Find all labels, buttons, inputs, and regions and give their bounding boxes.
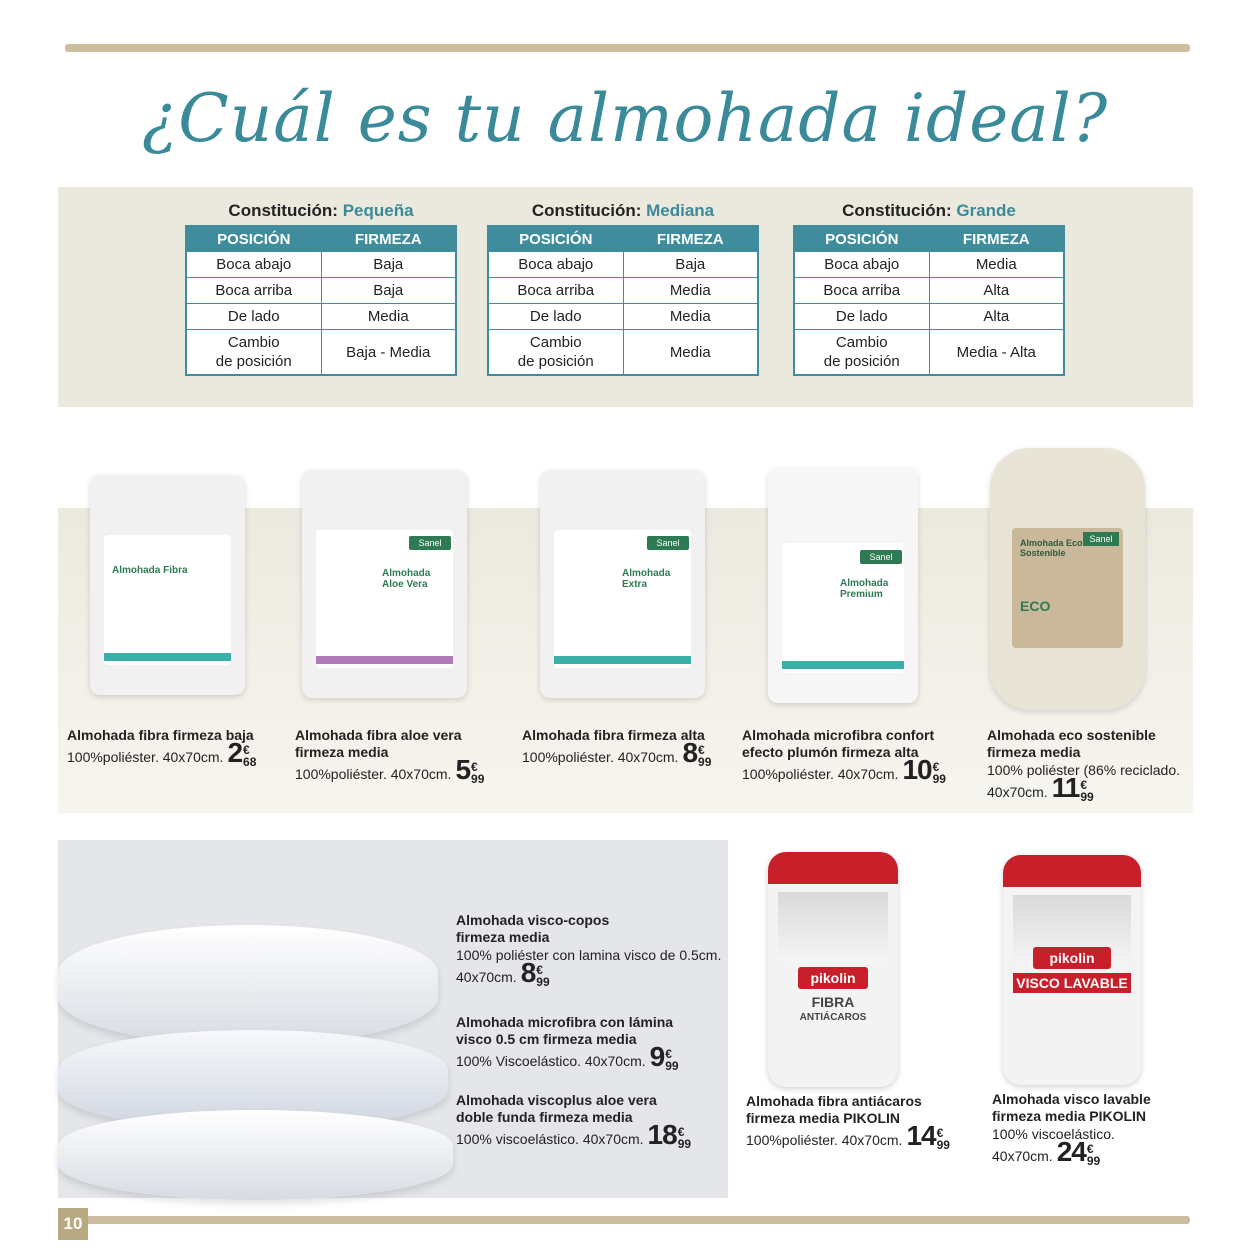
product-price: 24 € 99 (1056, 1136, 1101, 1168)
product-name: firmeza media (295, 744, 389, 760)
pikolin-logo: pikolin (1033, 947, 1111, 969)
column-header-position: POSICIÓN (187, 227, 322, 251)
page-number: 10 (58, 1208, 88, 1240)
column-header-firmness: FIRMEZA (930, 227, 1064, 251)
product-description: 100%poliéster. 40x70cm. (746, 1132, 903, 1148)
product-name: Almohada visco-copos (456, 912, 610, 928)
product-description: 100%poliéster. 40x70cm. (742, 766, 899, 782)
guide-table-small (185, 200, 457, 376)
product-description: 100%poliéster. 40x70cm. (295, 766, 452, 782)
product-name: Almohada fibra firmeza baja (67, 727, 254, 743)
product-image-microfibra-confort: Sanel Almohada Premium (768, 468, 918, 703)
product-price: 14 € 99 (906, 1120, 950, 1152)
product-description: 40x70cm. (987, 784, 1048, 800)
guide-table-medium (487, 200, 759, 376)
table-row: De lado Media (187, 303, 455, 329)
product-name: firmeza media PIKOLIN (992, 1108, 1147, 1124)
product-description: 100% viscoelástico. 40x70cm. (456, 1131, 644, 1147)
product-price: 18 € 99 (647, 1119, 692, 1151)
product-name: firmeza media (987, 744, 1081, 760)
table-row: Cambio de posición Media (489, 329, 757, 374)
product-description: 100%poliéster. 40x70cm. (522, 749, 679, 765)
table-heading: Constitución: Mediana (531, 201, 715, 220)
product-description: 40x70cm. (992, 1148, 1053, 1164)
table-row: Cambio de posición Baja - Media (187, 329, 455, 374)
product-image-fibra-alta: Sanel Almohada Extra (540, 470, 705, 698)
column-header-firmness: FIRMEZA (624, 227, 758, 251)
product-pikolin-visco-lavable (992, 1091, 1192, 1167)
column-header-firmness: FIRMEZA (322, 227, 456, 251)
product-fibra-baja (67, 727, 272, 768)
product-name: Almohada microfibra confort (742, 727, 935, 743)
table-row: Boca abajo Baja (489, 251, 757, 277)
column-header-position: POSICIÓN (795, 227, 930, 251)
table-row: De lado Alta (795, 303, 1063, 329)
pikolin-logo: pikolin (798, 967, 868, 989)
product-name: Almohada fibra firmeza alta (522, 727, 705, 743)
table-row: Boca arriba Baja (187, 277, 455, 303)
product-name: Almohada viscoplus aloe vera (456, 1092, 657, 1108)
product-name: Almohada fibra aloe vera (295, 727, 462, 743)
product-name: Almohada visco lavable (992, 1091, 1151, 1107)
product-name: firmeza media (456, 929, 550, 945)
table-row: Boca arriba Alta (795, 277, 1063, 303)
page-title: ¿Cuál es tu almohada ideal? (141, 80, 1109, 157)
product-description: 100% Viscoelástico. 40x70cm. (456, 1053, 646, 1069)
product-price: 10 € 99 (902, 754, 946, 786)
product-name: firmeza media PIKOLIN (746, 1110, 901, 1126)
product-name: visco 0.5 cm firmeza media (456, 1031, 637, 1047)
table-heading: Constitución: Grande (842, 201, 1016, 220)
table-heading: Constitución: Pequeña (228, 201, 414, 220)
product-description: 100% viscoelástico. (992, 1126, 1115, 1142)
product-description: 100% poliéster con lamina visco de 0.5cm. (456, 947, 722, 963)
guide-table-large (793, 200, 1065, 376)
product-name: Almohada microfibra con lámina (456, 1014, 674, 1030)
table-row: Boca abajo Baja (187, 251, 455, 277)
product-eco-sostenible (987, 727, 1197, 803)
product-name: efecto plumón firmeza alta (742, 744, 919, 760)
table-row: Cambio de posición Media - Alta (795, 329, 1063, 374)
table-grid (185, 225, 457, 376)
pillow-image-visco-copos (58, 925, 438, 1045)
product-price: 2 € 68 (227, 737, 257, 769)
product-pikolin-antiacaros (746, 1093, 976, 1151)
table-grid (487, 225, 759, 376)
product-image-eco-sostenible: Almohada Eco Sostenible ECO Sanel (990, 448, 1145, 710)
product-price: 8 € 99 (520, 957, 550, 989)
column-header-position: POSICIÓN (489, 227, 624, 251)
product-description: 100% poliéster (86% reciclado. (987, 762, 1180, 778)
pillow-image-viscoplus (58, 1110, 453, 1200)
product-price: 8 € 99 (682, 737, 712, 769)
product-price: 5 € 99 (455, 754, 485, 786)
product-price: 9 € 99 (649, 1041, 679, 1073)
product-image-pikolin-visco-lavable: pikolin VISCO LAVABLE (1003, 855, 1141, 1085)
product-image-fibra-baja: Almohada Fibra (90, 475, 245, 695)
product-price: 11 € 99 (1051, 772, 1094, 804)
product-name: Almohada eco sostenible (987, 727, 1156, 743)
product-description: 40x70cm. (456, 969, 517, 985)
table-row: Boca abajo Media (795, 251, 1063, 277)
table-grid (793, 225, 1065, 376)
decorative-brush-stroke-bottom (65, 1216, 1190, 1224)
product-microfibra-lamina (456, 1014, 726, 1072)
decorative-brush-stroke-top (65, 44, 1190, 52)
product-viscoplus (456, 1092, 726, 1150)
table-row: De lado Media (489, 303, 757, 329)
product-image-pikolin-antiacaros: pikolin FIBRA ANTIÁCAROS (768, 852, 898, 1087)
product-visco-copos (456, 912, 726, 988)
product-name: doble funda firmeza media (456, 1109, 633, 1125)
table-row: Boca arriba Media (489, 277, 757, 303)
product-description: 100%poliéster. 40x70cm. (67, 749, 224, 765)
product-microfibra-confort (742, 727, 972, 785)
product-image-aloe-vera: Sanel Almohada Aloe Vera (302, 470, 467, 698)
product-fibra-alta (522, 727, 732, 768)
product-name: Almohada fibra antiácaros (746, 1093, 922, 1109)
product-aloe-vera (295, 727, 505, 785)
